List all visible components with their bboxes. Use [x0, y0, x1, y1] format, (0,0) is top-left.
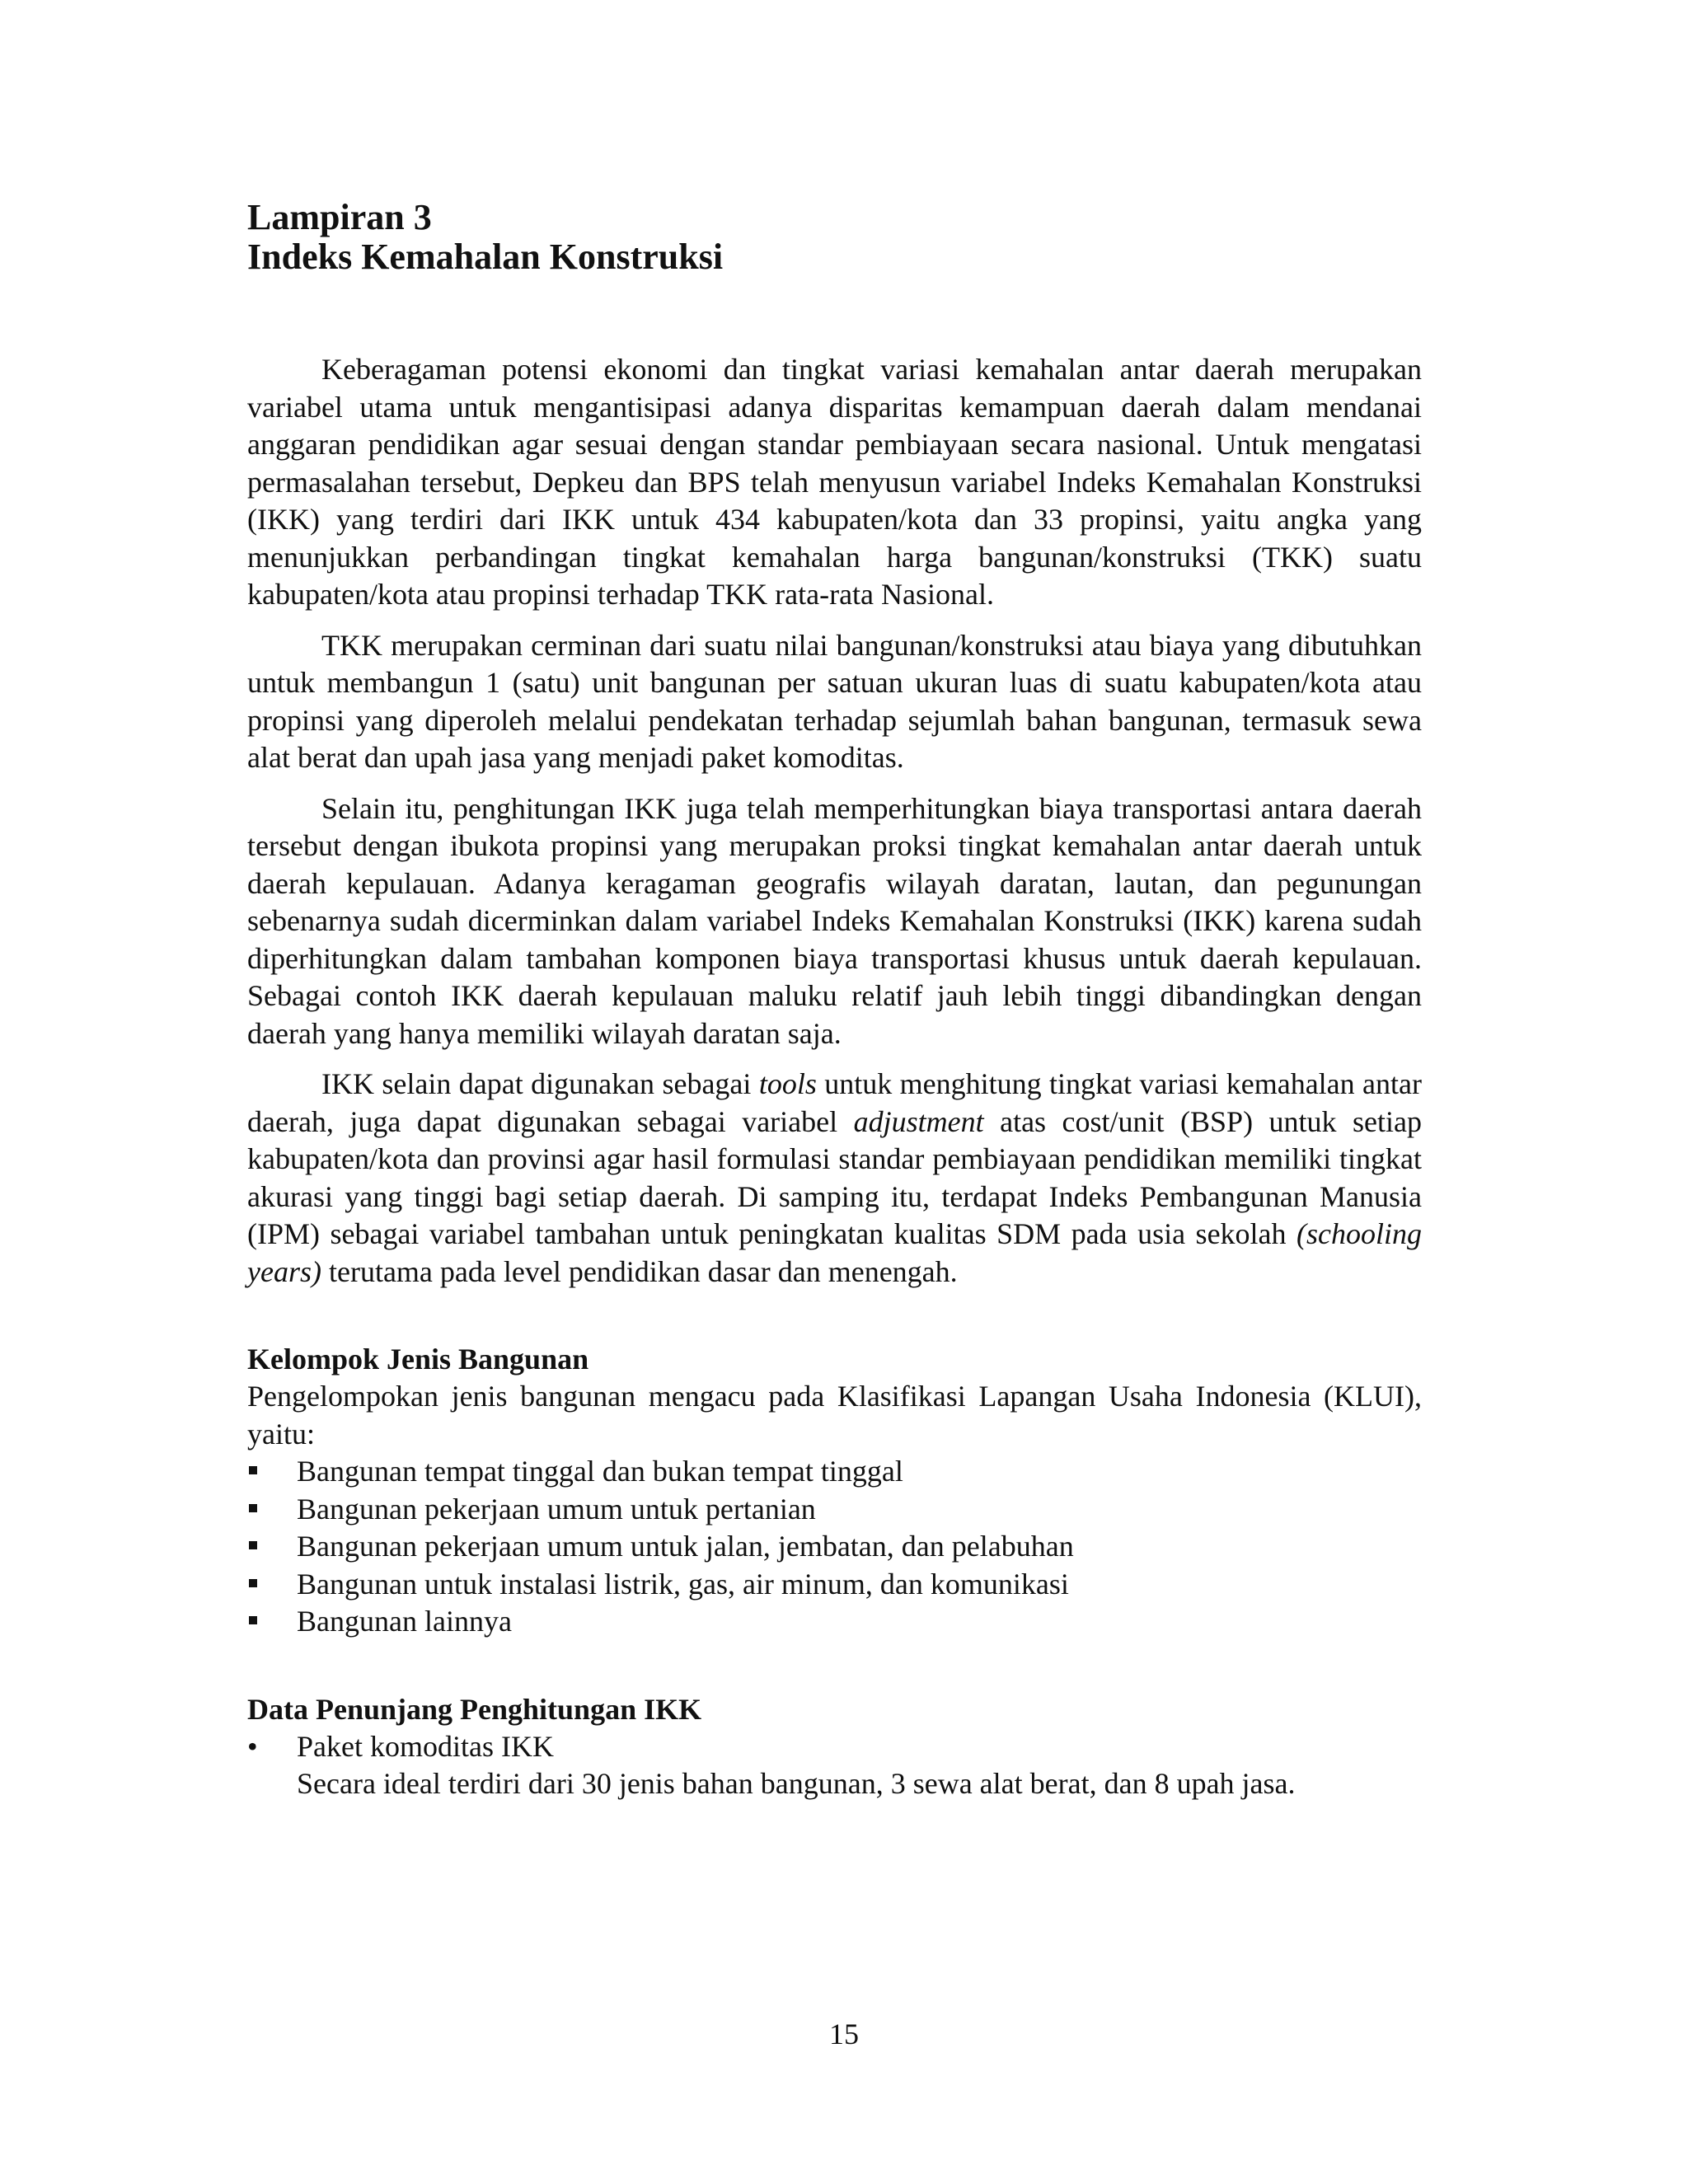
list-item-text: Bangunan pekerjaan umum untuk pertanian: [297, 1492, 816, 1526]
square-bullet-icon: [247, 1491, 280, 1529]
square-bullet-icon: [247, 1528, 280, 1566]
square-bullet-icon: [247, 1603, 280, 1641]
section-title-kelompok: Kelompok Jenis Bangunan: [247, 1343, 589, 1376]
paragraph-3: Selain itu, penghitungan IKK juga telah memperhitungkan biaya transportasi antara daerah tersebut dengan ibukota propinsi yang merupakan proksi tingkat kemahalan antar daerah untuk daerah kepulauan. Adanya keragaman geografis wilayah daratan, lautan, dan pegunungan sebenarnya sudah dicerminkan dalam variabel Indeks Kemahalan Konstruksi (IKK) karena sudah diperhitungkan dalam tambahan komponen biaya transportasi khusus untuk daerah kepulauan. Sebagai contoh IKK daerah kepulauan maluku relatif jauh lebih tinggi dibandingkan dengan daerah yang hanya memiliki wilayah daratan saja.: [247, 791, 1422, 1050]
list-item: [247, 1528, 1422, 1566]
paket-komoditas-detail: Secara ideal terdiri dari 30 jenis bahan bangunan, 3 sewa alat berat, dan 8 upah jasa.: [297, 1767, 1296, 1800]
square-bullet-icon: [247, 1453, 280, 1491]
round-bullet-icon: •: [247, 1729, 258, 1763]
list-item: [247, 1603, 1422, 1641]
page-content: [247, 198, 1422, 1803]
paragraph-4-text-2: untuk menghitung tingkat variasi kemahalan antar daerah, juga dapat digunakan sebagai variabel: [247, 1067, 1423, 1138]
list-item: [247, 1566, 1422, 1604]
paragraph-4: [247, 1066, 1422, 1291]
appendix-number: Lampiran 3: [247, 197, 432, 237]
paragraph-4-text-4: terutama pada level pendidikan dasar dan menengah.: [321, 1254, 958, 1288]
kelompok-list: [247, 1453, 1422, 1641]
italic-adjustment: adjustment: [853, 1104, 984, 1138]
list-item-text: Bangunan untuk instalasi listrik, gas, air minum, dan komunikasi: [297, 1567, 1069, 1601]
section-title-data-penunjang: Data Penunjang Penghitungan IKK: [247, 1692, 702, 1726]
list-item: [247, 1453, 1422, 1491]
list-item-text: Bangunan pekerjaan umum untuk jalan, jembatan, dan pelabuhan: [297, 1530, 1074, 1563]
italic-schooling-years: (schooling years): [247, 1217, 1422, 1288]
paragraph-2: TKK merupakan cerminan dari suatu nilai bangunan/konstruksi atau biaya yang dibutuhkan untuk membangun 1 (satu) unit bangunan per satuan ukuran luas di suatu kabupaten/kota atau propinsi yang diperoleh melalui pendekatan terhadap sejumlah bahan bangunan, termasuk sewa alat berat dan upah jasa yang menjadi paket komoditas.: [247, 628, 1422, 774]
list-item-text: Bangunan tempat tinggal dan bukan tempat tinggal: [297, 1455, 903, 1488]
square-bullet-icon: [247, 1566, 280, 1604]
kelompok-intro: Pengelompokan jenis bangunan mengacu pada Klasifikasi Lapangan Usaha Indonesia (KLUI), yaitu:: [247, 1380, 1422, 1451]
page-number: 15: [829, 2018, 859, 2050]
appendix-heading: [247, 198, 1422, 277]
list-item-text: Paket komoditas IKK: [297, 1729, 554, 1763]
paragraph-4-text-1: IKK selain dapat digunakan sebagai: [321, 1067, 759, 1100]
appendix-title: Indeks Kemahalan Konstruksi: [247, 237, 724, 277]
list-item-text: Bangunan lainnya: [297, 1605, 512, 1638]
list-item: [247, 1491, 1422, 1529]
list-item: [247, 1728, 1422, 1766]
paragraph-1: Keberagaman potensi ekonomi dan tingkat variasi kemahalan antar daerah merupakan variabel utama untuk mengantisipasi adanya disparitas kemampuan daerah dalam mendanai anggaran pendidikan agar sesuai dengan standar pembiayaan secara nasional. Untuk mengatasi permasalahan tersebut, Depkeu dan BPS telah menyusun variabel Indeks Kemahalan Konstruksi (IKK) yang terdiri dari IKK untuk 434 kabupaten/kota dan 33 propinsi, yaitu angka yang menunjukkan perbandingan tingkat kemahalan harga bangunan/konstruksi (TKK) suatu kabupaten/kota atau propinsi terhadap TKK rata-rata Nasional.: [247, 353, 1422, 611]
data-penunjang-list: [247, 1728, 1422, 1766]
italic-tools: tools: [758, 1067, 817, 1100]
paragraph-4-text-3: atas cost/unit (BSP) untuk setiap kabupaten/kota dan provinsi agar hasil formulasi standar pembiayaan pendidikan memiliki tingkat akurasi yang tinggi bagi setiap daerah. Di samping itu, terdapat Indeks Pembangunan Manusia (IPM) sebagai variabel tambahan untuk peningkatan kualitas SDM pada usia sekolah: [247, 1104, 1422, 1250]
